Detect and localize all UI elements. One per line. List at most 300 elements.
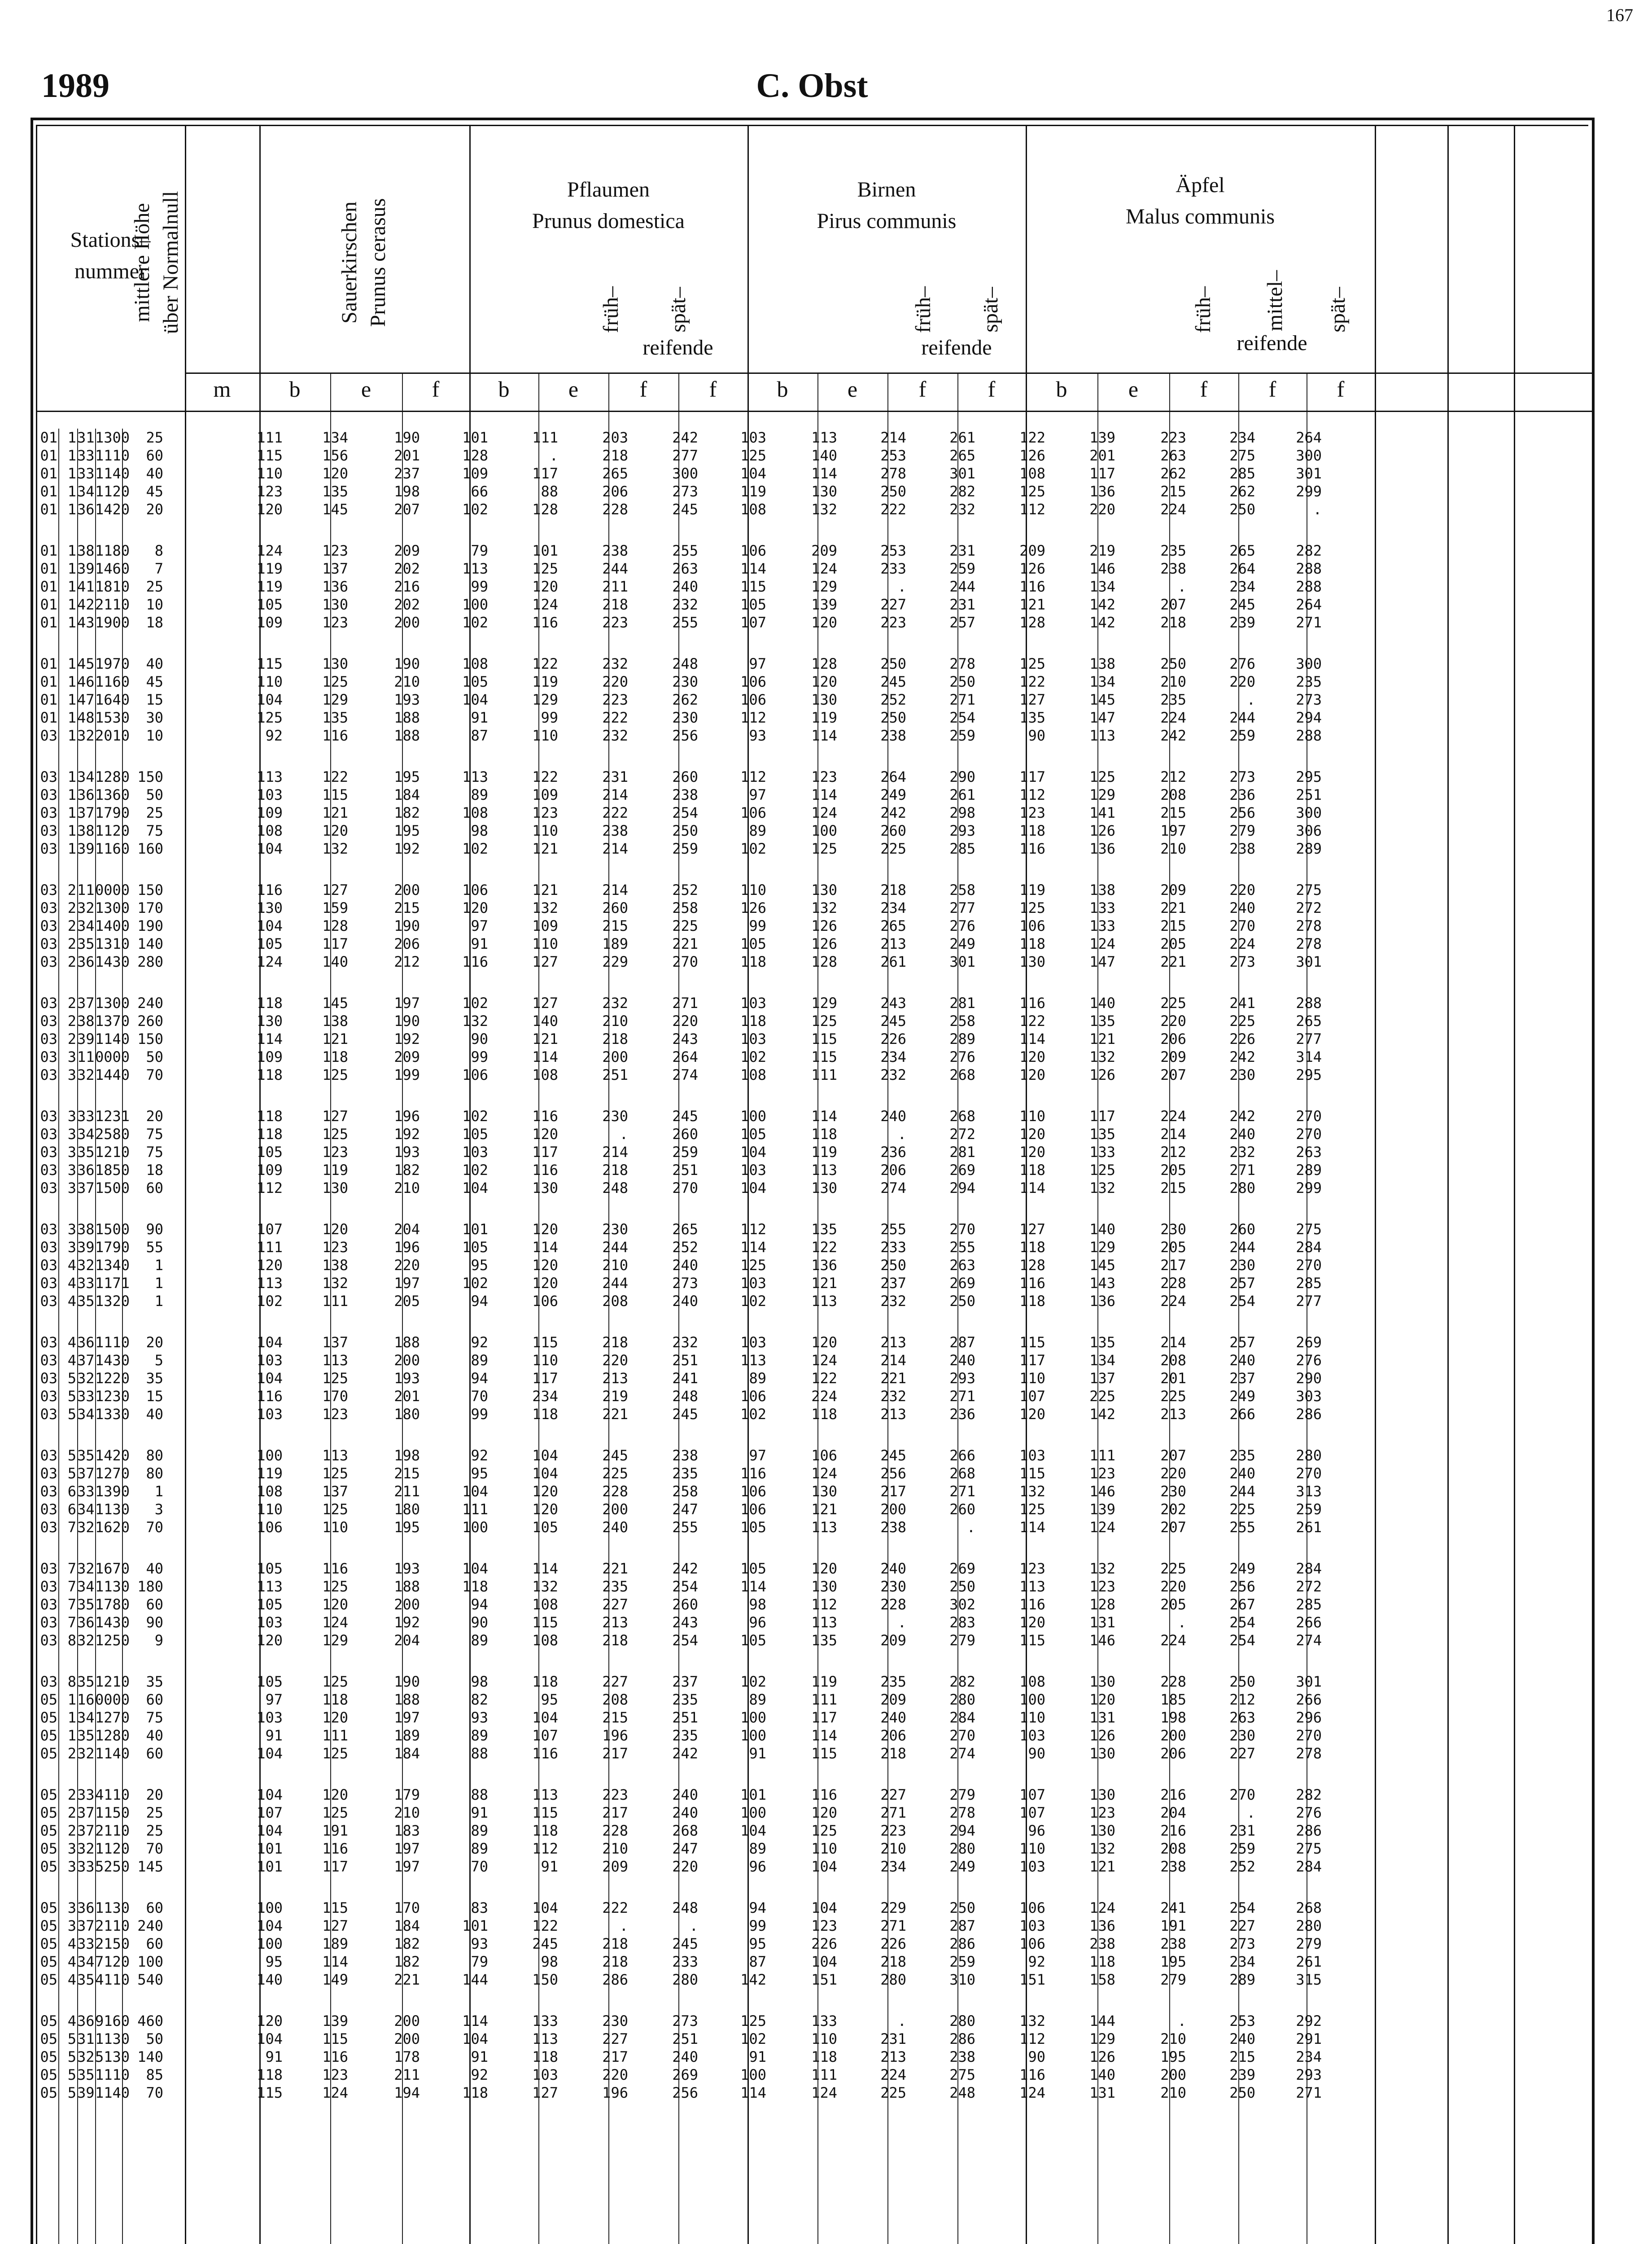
table-row: [36, 1333, 1382, 1351]
table-cell: 128: [1019, 614, 1045, 631]
table-cell: 20: [146, 1108, 163, 1125]
table-cell: 280: [1296, 1917, 1322, 1934]
table-cell: 124: [322, 1614, 348, 1631]
table-cell: 110: [811, 2030, 837, 2047]
table-cell: 96: [749, 1614, 766, 1631]
table-cell: 92: [265, 727, 283, 744]
table-cell: 213: [880, 1334, 906, 1351]
table-cell: 218: [602, 1161, 628, 1179]
table-cell: 103: [462, 1144, 488, 1161]
table-cell: 121: [322, 1030, 348, 1047]
table-cell: 301: [1296, 1673, 1322, 1690]
table-cell: 03: [40, 1221, 57, 1238]
table-cell: 1: [67, 768, 76, 785]
table-cell: 35: [77, 1293, 95, 1310]
table-row: [36, 786, 1382, 804]
table-cell: 108: [532, 1596, 558, 1613]
table-cell: 150: [532, 1971, 558, 1988]
table-cell: 209: [880, 1691, 906, 1708]
table-cell: 105: [257, 596, 283, 613]
table-cell: 293: [949, 822, 975, 839]
aepfel-mittel: mittel–: [1263, 270, 1287, 331]
table-cell: 151: [1019, 1971, 1045, 1988]
table-cell: 130: [811, 1483, 837, 1500]
table-cell: 231: [949, 596, 975, 613]
table-cell: 95: [749, 1935, 766, 1952]
table-cell: 31: [77, 2030, 95, 2047]
table-cell: 50: [146, 2030, 163, 2047]
table-cell: 01: [40, 447, 57, 464]
table-cell: 266: [1229, 1406, 1255, 1423]
table-cell: 145: [1089, 691, 1115, 708]
aepfel-header: Äpfel Malus communis: [1126, 173, 1275, 228]
table-cell: 228: [1160, 1673, 1186, 1690]
table-cell: 132: [462, 1012, 488, 1030]
table-cell: 120: [257, 1632, 283, 1649]
table-cell: 102: [257, 1293, 283, 1310]
table-cell: 276: [1296, 1804, 1322, 1821]
table-cell: 124: [811, 560, 837, 577]
table-cell: 104: [257, 1917, 283, 1934]
table-cell: 115: [532, 1614, 558, 1631]
table-cell: 286: [602, 1971, 628, 1988]
unit-label: f: [918, 377, 927, 402]
row-group: [36, 2012, 1382, 2125]
table-cell: 03: [40, 1275, 57, 1292]
table-cell: 134: [1089, 1352, 1115, 1369]
table-cell: 245: [532, 1935, 558, 1952]
table-cell: 289: [949, 1030, 975, 1047]
table-cell: 114: [532, 1560, 558, 1577]
table-cell: 231: [880, 2030, 906, 2047]
table-cell: 111: [257, 1239, 283, 1256]
table-cell: 1: [67, 1709, 76, 1726]
table-cell: 8: [67, 1673, 76, 1690]
table-cell: 1130: [95, 1578, 130, 1595]
table-cell: 25: [146, 578, 163, 595]
table-cell: 220: [602, 2066, 628, 2083]
table-cell: 240: [880, 1108, 906, 1125]
table-cell: 1130: [95, 1501, 130, 1518]
table-cell: 250: [949, 1899, 975, 1916]
table-cell: 119: [257, 578, 283, 595]
table-cell: 254: [1229, 1899, 1255, 1916]
row-group: [36, 1333, 1382, 1446]
table-cell: 123: [322, 614, 348, 631]
table-row: [36, 691, 1382, 709]
table-cell: 125: [322, 1465, 348, 1482]
table-cell: 208: [602, 1293, 628, 1310]
table-cell: 294: [949, 1822, 975, 1839]
table-row: [36, 1804, 1382, 1822]
table-cell: 237: [880, 1275, 906, 1292]
table-cell: 100: [740, 1804, 766, 1821]
table-row: [36, 1500, 1382, 1518]
table-cell: 1: [67, 673, 76, 690]
table-cell: 140: [137, 2048, 163, 2065]
table-cell: 265: [602, 465, 628, 482]
table-cell: 117: [1019, 1352, 1045, 1369]
table-cell: 7: [67, 1578, 76, 1595]
table-cell: 220: [672, 1012, 698, 1030]
station-header: Stations– nummer: [70, 228, 151, 283]
table-cell: 267: [1229, 1596, 1255, 1613]
table-row: [36, 673, 1382, 691]
table-cell: 105: [740, 1126, 766, 1143]
table-cell: 258: [949, 1012, 975, 1030]
table-cell: 128: [532, 501, 558, 518]
table-cell: 116: [257, 881, 283, 898]
table-cell: 238: [1229, 840, 1255, 857]
table-cell: 125: [1089, 1161, 1115, 1179]
table-cell: 01: [40, 691, 57, 708]
table-cell: 256: [1229, 804, 1255, 821]
table-cell: 102: [462, 1275, 488, 1292]
table-cell: 37: [77, 995, 95, 1012]
table-cell: 1430: [95, 1352, 130, 1369]
table-row: [36, 1030, 1382, 1048]
table-cell: 200: [880, 1501, 906, 1518]
table-cell: 210: [602, 1840, 628, 1857]
table-cell: 112: [1019, 786, 1045, 803]
table-cell: 60: [146, 1596, 163, 1613]
table-cell: 104: [462, 691, 488, 708]
table-cell: 123: [322, 1239, 348, 1256]
table-cell: 285: [1296, 1275, 1322, 1292]
table-cell: 274: [880, 1179, 906, 1197]
table-cell: 70: [146, 1519, 163, 1536]
table-cell: 1530: [95, 709, 130, 726]
table-cell: 35: [77, 935, 95, 952]
table-cell: 117: [322, 935, 348, 952]
table-cell: 118: [322, 1691, 348, 1708]
table-cell: 238: [1160, 1935, 1186, 1952]
table-cell: 03: [40, 1126, 57, 1143]
table-cell: 115: [532, 1804, 558, 1821]
table-cell: 1: [67, 691, 76, 708]
table-cell: 209: [1160, 881, 1186, 898]
table-cell: 271: [1229, 1161, 1255, 1179]
table-cell: 01: [40, 709, 57, 726]
table-cell: 03: [40, 1519, 57, 1536]
col-divider: [1514, 125, 1515, 2244]
table-cell: 260: [672, 1126, 698, 1143]
table-cell: 254: [1229, 1293, 1255, 1310]
table-cell: 115: [811, 1745, 837, 1762]
table-cell: 100: [462, 596, 488, 613]
table-cell: 55: [146, 1239, 163, 1256]
table-cell: 101: [257, 1858, 283, 1875]
table-cell: 263: [1160, 447, 1186, 464]
table-cell: 279: [1229, 822, 1255, 839]
table-cell: 91: [471, 1804, 488, 1821]
table-cell: 240: [1229, 2030, 1255, 2047]
table-cell: 107: [1019, 1804, 1045, 1821]
table-cell: 113: [811, 1161, 837, 1179]
table-cell: 122: [532, 1917, 558, 1934]
table-cell: 252: [672, 881, 698, 898]
table-cell: 221: [602, 1406, 628, 1423]
table-cell: 258: [672, 1483, 698, 1500]
table-cell: 98: [749, 1596, 766, 1613]
table-row: [36, 1482, 1382, 1500]
table-cell: 293: [1296, 2066, 1322, 2083]
table-cell: 05: [40, 1691, 57, 1708]
table-cell: 282: [949, 483, 975, 500]
table-row: [36, 655, 1382, 673]
table-cell: 182: [394, 1935, 420, 1952]
table-cell: 03: [40, 1483, 57, 1500]
table-cell: 119: [257, 1465, 283, 1482]
table-cell: 05: [40, 1899, 57, 1916]
table-cell: 245: [672, 501, 698, 518]
table-cell: 210: [394, 673, 420, 690]
table-cell: 224: [811, 1388, 837, 1405]
table-cell: 102: [740, 840, 766, 857]
table-cell: 03: [40, 768, 57, 785]
table-cell: 220: [602, 673, 628, 690]
table-cell: 251: [672, 2030, 698, 2047]
table-cell: 209: [811, 542, 837, 559]
table-cell: 250: [949, 673, 975, 690]
table-cell: 124: [1019, 2084, 1045, 2101]
table-cell: 249: [880, 786, 906, 803]
table-row: [36, 1786, 1382, 1804]
table-cell: 133: [1089, 917, 1115, 934]
table-cell: 219: [602, 1388, 628, 1405]
table-cell: 225: [602, 1465, 628, 1482]
table-cell: 213: [880, 935, 906, 952]
table-cell: 252: [672, 1239, 698, 1256]
table-cell: 273: [672, 1275, 698, 1292]
table-cell: 120: [532, 1221, 558, 1238]
table-cell: 103: [1019, 1858, 1045, 1875]
table-cell: 107: [740, 614, 766, 631]
table-cell: 113: [462, 560, 488, 577]
table-cell: 133: [811, 2012, 837, 2029]
table-cell: 127: [322, 881, 348, 898]
row-group: [36, 1560, 1382, 1673]
table-cell: 126: [1089, 822, 1115, 839]
table-cell: 118: [740, 953, 766, 970]
table-cell: 250: [672, 822, 698, 839]
table-cell: 106: [740, 1483, 766, 1500]
table-cell: 11: [77, 1048, 95, 1065]
birnen-header: Birnen Pirus communis: [817, 178, 957, 233]
table-cell: 130: [322, 1179, 348, 1197]
table-cell: 266: [949, 1447, 975, 1464]
table-cell: 263: [1296, 1144, 1322, 1161]
table-cell: 4: [67, 1935, 76, 1952]
table-cell: 207: [1160, 1447, 1186, 1464]
table-cell: 230: [602, 1221, 628, 1238]
table-cell: 129: [811, 995, 837, 1012]
table-cell: 102: [462, 1161, 488, 1179]
table-cell: 35: [77, 2066, 95, 2083]
table-cell: 100: [1019, 1691, 1045, 1708]
table-cell: 1250: [95, 1632, 130, 1649]
table-cell: 3: [67, 1899, 76, 1916]
table-cell: 229: [880, 1899, 906, 1916]
table-cell: 38: [77, 1221, 95, 1238]
table-cell: 120: [1019, 1048, 1045, 1065]
table-cell: 1110: [95, 2066, 130, 2083]
table-cell: 5: [67, 1388, 76, 1405]
table-cell: 35: [146, 1370, 163, 1387]
table-cell: 03: [40, 1447, 57, 1464]
table-cell: 298: [949, 804, 975, 821]
table-cell: 103: [257, 786, 283, 803]
table-cell: 195: [394, 1519, 420, 1536]
table-cell: 104: [257, 840, 283, 857]
table-cell: 146: [1089, 1632, 1115, 1649]
table-cell: 460: [137, 2012, 163, 2029]
table-cell: 36: [77, 1899, 95, 1916]
table-row: [36, 1351, 1382, 1369]
table-cell: 112: [532, 1840, 558, 1857]
table-row: [36, 1274, 1382, 1292]
table-cell: 107: [1019, 1388, 1045, 1405]
table-cell: 210: [1160, 673, 1186, 690]
table-cell: 180: [394, 1406, 420, 1423]
table-cell: 95: [265, 1953, 283, 1970]
table-cell: 129: [811, 578, 837, 595]
table-cell: 142: [740, 1971, 766, 1988]
table-cell: 241: [1229, 995, 1255, 1012]
table-cell: 106: [740, 691, 766, 708]
table-cell: 5: [154, 1352, 163, 1369]
table-cell: 292: [1296, 2012, 1322, 2029]
table-cell: 32: [77, 1840, 95, 1857]
table-cell: 245: [602, 1447, 628, 1464]
table-cell: 193: [394, 691, 420, 708]
table-cell: 33: [77, 1108, 95, 1125]
table-cell: 225: [672, 917, 698, 934]
table-cell: 139: [1089, 1501, 1115, 1518]
table-cell: 1210: [95, 1673, 130, 1690]
table-cell: 75: [146, 1709, 163, 1726]
table-cell: 196: [602, 1727, 628, 1744]
table-cell: 120: [811, 614, 837, 631]
table-cell: 103: [740, 1161, 766, 1179]
table-cell: 0000: [95, 1691, 130, 1708]
table-cell: 290: [949, 768, 975, 785]
table-row: [36, 2030, 1382, 2048]
table-cell: 256: [672, 2084, 698, 2101]
table-cell: 40: [146, 655, 163, 672]
table-cell: 127: [1019, 691, 1045, 708]
table-cell: 2: [67, 1786, 76, 1803]
table-cell: 209: [880, 1632, 906, 1649]
table-cell: 114: [740, 1578, 766, 1595]
table-cell: 290: [1296, 1370, 1322, 1387]
table-cell: 220: [1089, 501, 1115, 518]
table-cell: 9160: [95, 2012, 130, 2029]
table-cell: 125: [322, 1370, 348, 1387]
table-cell: 05: [40, 2012, 57, 2029]
table-cell: 121: [1089, 1030, 1115, 1047]
table-cell: 230: [672, 673, 698, 690]
table-cell: 1140: [95, 465, 130, 482]
table-cell: 281: [949, 1144, 975, 1161]
table-cell: 113: [462, 768, 488, 785]
table-cell: 120: [532, 578, 558, 595]
table-cell: 129: [1089, 2030, 1115, 2047]
table-cell: 102: [462, 501, 488, 518]
table-cell: 255: [949, 1239, 975, 1256]
table-cell: 250: [1229, 2084, 1255, 2101]
table-cell: 233: [880, 1239, 906, 1256]
table-cell: 139: [1089, 429, 1115, 446]
table-cell: 217: [602, 2048, 628, 2065]
table-cell: 89: [471, 1822, 488, 1839]
table-cell: 232: [602, 995, 628, 1012]
table-cell: 218: [602, 1030, 628, 1047]
table-cell: 271: [949, 691, 975, 708]
table-cell: 3: [67, 1917, 76, 1934]
table-cell: 118: [257, 2066, 283, 2083]
table-row: [36, 1012, 1382, 1030]
table-cell: 224: [1160, 1293, 1186, 1310]
table-cell: 245: [672, 1935, 698, 1952]
table-cell: 210: [1160, 840, 1186, 857]
table-cell: 150: [137, 881, 163, 898]
table-cell: 109: [532, 786, 558, 803]
table-cell: .: [897, 2012, 906, 2029]
table-cell: 111: [322, 1727, 348, 1744]
table-cell: 110: [1019, 1108, 1045, 1125]
table-cell: 245: [880, 1012, 906, 1030]
pflaumen-header: Pflaumen Prunus domestica: [532, 178, 685, 233]
table-cell: 8: [154, 542, 163, 559]
table-cell: 125: [322, 1066, 348, 1083]
table-cell: 05: [40, 2048, 57, 2065]
table-cell: 130: [1019, 953, 1045, 970]
table-cell: 2: [67, 917, 76, 934]
table-cell: 32: [77, 1519, 95, 1536]
table-cell: 248: [672, 1899, 698, 1916]
table-cell: 91: [471, 935, 488, 952]
table-cell: 18: [146, 614, 163, 631]
table-cell: 05: [40, 1935, 57, 1952]
table-cell: 207: [394, 501, 420, 518]
table-cell: 223: [880, 614, 906, 631]
table-cell: 264: [1296, 596, 1322, 613]
table-cell: 196: [394, 1108, 420, 1125]
unit-label: b: [777, 377, 788, 402]
table-cell: 1: [67, 596, 76, 613]
table-cell: 247: [672, 1840, 698, 1857]
table-cell: 100: [462, 1519, 488, 1536]
table-cell: 193: [394, 1144, 420, 1161]
table-cell: 217: [1160, 1257, 1186, 1274]
table-cell: 215: [1160, 804, 1186, 821]
table-cell: 118: [532, 1822, 558, 1839]
table-cell: 285: [1296, 1596, 1322, 1613]
table-cell: 300: [1296, 655, 1322, 672]
table-cell: 275: [1296, 1840, 1322, 1857]
table-cell: 263: [1229, 1709, 1255, 1726]
table-cell: 212: [1160, 1144, 1186, 1161]
table-cell: 119: [811, 1144, 837, 1161]
table-cell: 2: [67, 995, 76, 1012]
table-cell: 40: [146, 1406, 163, 1423]
table-cell: 113: [811, 1293, 837, 1310]
table-cell: 136: [322, 578, 348, 595]
table-cell: 105: [740, 1560, 766, 1577]
table-cell: 01: [40, 578, 57, 595]
table-cell: 281: [949, 995, 975, 1012]
